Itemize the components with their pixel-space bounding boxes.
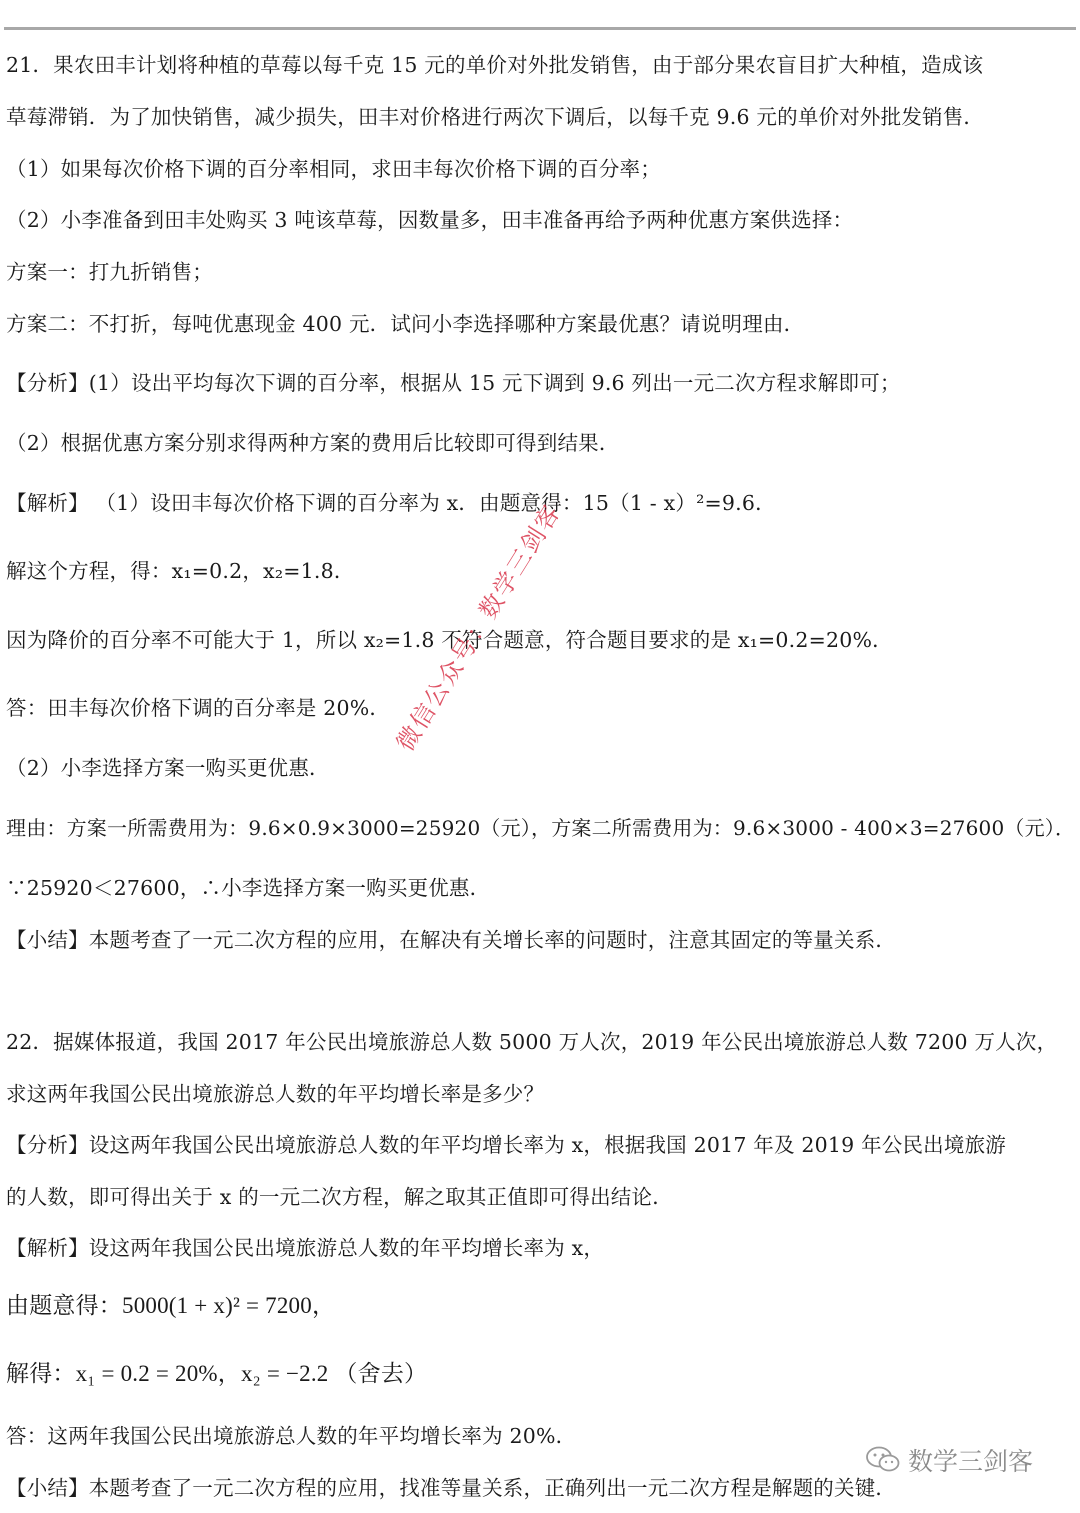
q22-analysis-2: 的人数，即可得出关于 x 的一元二次方程，解之取其正值即可得出结论． xyxy=(6,1185,673,1209)
top-rule xyxy=(4,27,1076,30)
q22-analysis-1: 【分析】设这两年我国公民出境旅游总人数的年平均增长率为 x，根据我国 2017 年及 2019 年公民出境旅游 xyxy=(6,1133,1006,1157)
account-logo xyxy=(866,1440,1033,1480)
q22-line-1: 22．据媒体报道，我国 2017 年公民出境旅游总人数 5000 万人次，2019 年公民出境旅游总人数 7200 万人次， xyxy=(6,1030,1058,1054)
q21-summary: 【小结】本题考查了一元二次方程的应用，在解决有关增长率的问题时，注意其固定的等量关系． xyxy=(6,928,897,952)
q22-solution-intro: 【解析】设这两年我国公民出境旅游总人数的年平均增长率为 x， xyxy=(6,1236,605,1260)
q21-analysis-1: 【分析】(1）设出平均每次下调的百分率，根据从 15 元下调到 9.6 列出一元二次方程求解即可； xyxy=(6,371,901,395)
q21-plan-one: 方案一：打九折销售； xyxy=(6,260,213,284)
wechat-icon xyxy=(866,1446,900,1474)
q21-analysis-2: （2）根据优惠方案分别求得两种方案的费用后比较即可得到结果． xyxy=(6,431,620,455)
q21-plan-two: 方案二：不打折，每吨优惠现金 400 元．试问小李选择哪种方案最优惠？请说明理由． xyxy=(6,312,805,336)
q21-reason: 理由：方案一所需费用为：9.6×0.9×3000=25920（元），方案二所需费用为：9.6×3000 - 400×3=27600（元）． xyxy=(6,816,1076,840)
watermark: 微信公众号：数学三剑客 xyxy=(391,498,567,757)
q22-equation: 由题意得：5000(1 + x)² = 7200， xyxy=(6,1293,336,1318)
q21-line-1: 21．果农田丰计划将种植的草莓以每千克 15 元的单价对外批发销售，由于部分果农盲目扩大种植，造成该 xyxy=(6,53,984,77)
q21-line-2: 草莓滞销．为了加快销售，减少损失，田丰对价格进行两次下调后，以每千克 9.6 元的单价对外批发销售． xyxy=(6,105,985,129)
q22-answer: 答：这两年我国公民出境旅游总人数的年平均增长率为 20%． xyxy=(6,1424,577,1448)
q21-answer-1: 答：田丰每次价格下调的百分率是 20%． xyxy=(6,696,391,720)
q21-part1-question: （1）如果每次价格下调的百分率相同，求田丰每次价格下调的百分率； xyxy=(6,157,661,181)
q21-solve-roots: 解这个方程，得：x₁=0.2，x₂=1.8． xyxy=(6,559,355,583)
q22-summary: 【小结】本题考查了一元二次方程的应用，找准等量关系，正确列出一元二次方程是解题的关键． xyxy=(6,1476,897,1500)
q21-conclusion: ∵25920＜27600，∴小李选择方案一购买更优惠． xyxy=(6,876,491,900)
q22-roots: 解得：x₁ = 0.2 = 20%，x₂ = −2.2 （舍去） xyxy=(6,1361,428,1386)
q21-solution-intro: 【解析】 （1）设田丰每次价格下调的百分率为 x．由题意得：15（1 - x）²=9.6． xyxy=(6,491,776,515)
account-name: 数学三剑客 xyxy=(908,1447,1034,1476)
q21-part2-question: （2）小李准备到田丰处购买 3 吨该草莓，因数量多，田丰准备再给予两种优惠方案供选择： xyxy=(6,208,854,232)
q21-answer-2: （2）小李选择方案一购买更优惠． xyxy=(6,756,330,780)
q21-root-check: 因为降价的百分率不可能大于 1，所以 x₂=1.8 不符合题意，符合题目要求的是 x₁=0.2=20%． xyxy=(6,628,893,652)
q22-line-2: 求这两年我国公民出境旅游总人数的年平均增长率是多少？ xyxy=(6,1082,545,1106)
